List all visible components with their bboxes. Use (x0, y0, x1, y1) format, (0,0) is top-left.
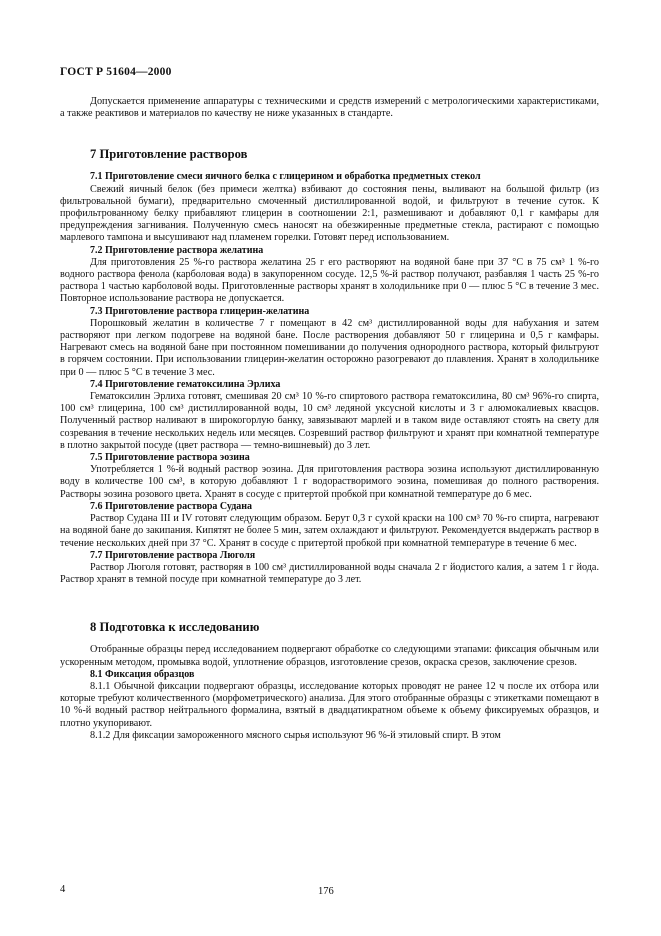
section-7-heading: 7 Приготовление растворов (90, 147, 248, 162)
subsection-7-3-text: Порошковый желатин в количестве 7 г помещают в 42 см³ дистиллированной воды для набухания и затем растворяют при легком подогреве на водяной бане. После растворения добавляют 50 г глицерина и 0,5 г камфары. Нагревают смесь на водяной бане при постоянном помешивании до получения однородного раствора, который фильтруют в горячем состоянии. При использовании глицерин-желатин осторожно разогревают до плавления. Хранят в холодильнике при 0 — плюс 5 °С в течение 3 мес. (60, 317, 599, 378)
subsection-7-6-text: Раствор Судана III и IV готовят следующим образом. Берут 0,3 г сухой краски на 100 см³ 70 %-го спирта, нагревают на водяной бане до закипания. Кипятят не более 5 мин, затем охлаждают и фильтруют. Рекомендуется выдержать раствор в течение нескольких дней при 37 °С. Хранят в сосуде с притертой пробкой при комнатной температуре в течение 6 мес. (60, 513, 599, 549)
section-8-intro: Отобранные образцы перед исследованием подвергают обработке со следующими этапами: фиксация обычным или ускоренным методом, промывка водой, уплотнение образцов, изготовление срезов, окраска срезов, заключение срезов. (60, 644, 599, 668)
subsection-7-7-heading: 7.7 Приготовление раствора Люголя (90, 549, 256, 561)
intro-paragraph: Допускается применение аппаратуры с техническими и средств измерений с метрологическими характеристиками, а также реактивов и материалов по качеству не ниже указанных в стандарте. (60, 96, 599, 120)
page-content (60, 96, 599, 742)
subsection-7-6-heading: 7.6 Приготовление раствора Судана (90, 500, 253, 512)
subsection-7-5-heading: 7.5 Приготовление раствора эозина (90, 452, 250, 464)
subsection-7-2-heading: 7.2 Приготовление раствора желатина (90, 244, 264, 256)
subsection-7-4-heading: 7.4 Приготовление гематоксилина Эрлиха (90, 378, 281, 390)
clause-8-1-2-text: 8.1.2 Для фиксации замороженного мясного сырья используют 96 %-й этиловый спирт. В этом (90, 729, 501, 741)
page-number-center: 176 (318, 886, 334, 897)
section-8-heading: 8 Подготовка к исследованию (90, 620, 260, 635)
subsection-7-1-heading: 7.1 Приготовление смеси яичного белка с глицерином и обработка предметных стекол (90, 171, 481, 183)
standard-header: ГОСТ Р 51604—2000 (60, 66, 172, 78)
subsection-7-4-text: Гематоксилин Эрлиха готовят, смешивая 20 см³ 10 %-го спиртового раствора гематоксилина, 80 см³ 96%-го спирта, 100 см³ глицерина, 100 см³ дистиллированной воды, 10 см³ ледяной уксусной кислоты и 3 г алюмокалиевых квасцов. Полученный раствор наливают в широкогорлую банку, завязывают марлей и в таком виде оставляют стоять на свету для созревания в течение нескольких недель или месяцев. Созревший раствор фильтруют и хранят при комнатной температуре в плотно закрытой посуде (цвет раствора — темно-вишневый) до 3 лет. (60, 391, 599, 451)
subsection-8-1-heading: 8.1 Фиксация образцов (90, 668, 195, 680)
subsection-7-7-text: Раствор Люголя готовят, растворяя в 100 см³ дистиллированной воды сначала 2 г йодистого калия, а затем 1 г йода. Раствор хранят в темной посуде при комнатной температуре до 3 лет. (60, 561, 599, 586)
subsection-7-3-heading: 7.3 Приготовление раствора глицерин-желатина (90, 305, 310, 317)
page-number-left: 4 (60, 884, 66, 895)
clause-8-1-1-text: 8.1.1 Обычной фиксации подвергают образцы, исследование которых проводят не ранее 12 ч после их отбора или которые требуют количественного (морфометрического) анализа. Для этого отобранные образцы с этикетками помещают в 10 %-й водный раствор нейтрального формалина, взятый в двадцатикратном объеме к объему фиксируемых образцов, и плотно укупоривают. (60, 680, 599, 729)
subsection-7-5-text: Употребляется 1 %-й водный раствор эозина. Для приготовления раствора эозина используют дистиллированную воду в количестве 100 см³, в которую добавляют 1 г водорастворимого эозина, помешивая до полного растворения. Растворы эозина розового цвета. Хранят в сосуде с притертой пробкой при комнатной температуре до 6 мес. (60, 464, 599, 500)
subsection-7-2-text: Для приготовления 25 %-го раствора желатина 25 г его растворяют на водяной бане при 37 °С в 75 см³ 1 %-го водного раствора фенола (карболовая вода) в закупоренном сосуде. 12,5 %-й раствор получают, разбавляя 1 часть 25 %-го раствора 1 частью карболовой воды. Приготовленные растворы хранят в холодильнике при 0 — плюс 5 °С в течение 3 мес. Повторное использование раствора не допускается. (60, 256, 599, 305)
subsection-7-1-text: Свежий яичный белок (без примеси желтка) взбивают до состояния пены, выливают на большой фильтр (из фильтровальной бумаги), предварительно смоченный дистиллированной водой, и фильтруют в течение суток. К профильтрованному белку прибавляют глицерин в соотношении 2:1, размешивают и добавляют 0,1 г камфары для предупреждения загнивания. Полученную смесь наносят на обезжиренные предметные стекла, растирают с помощью марлевого тампона и высушивают над пламенем горелки. Готовят перед использованием. (60, 183, 599, 244)
